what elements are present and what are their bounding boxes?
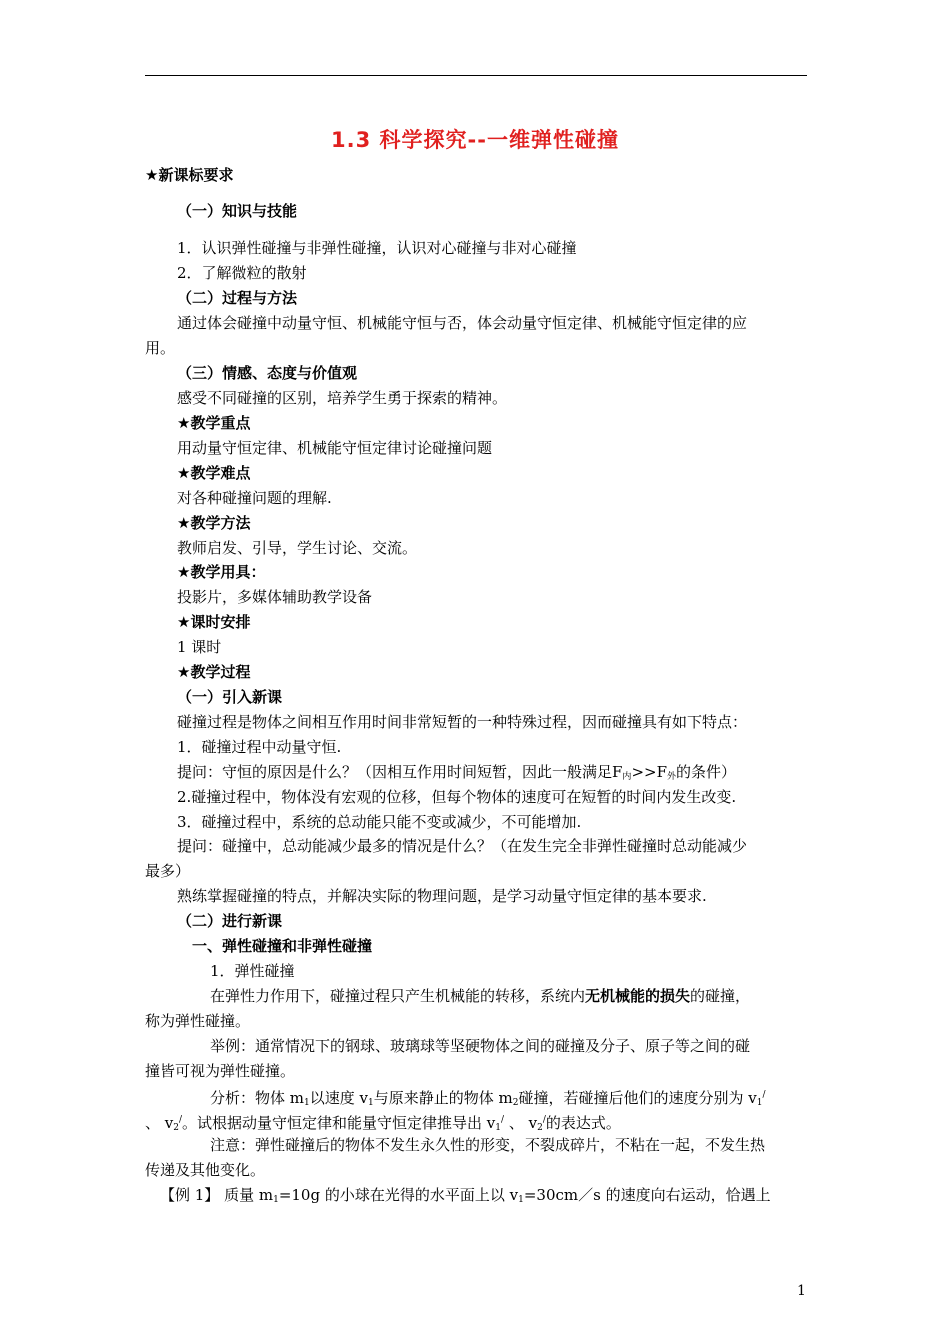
header-rule (145, 75, 807, 76)
subsection-heading: 一、弹性碰撞和非弹性碰撞 (192, 937, 373, 955)
subsection-heading: （一）知识与技能 (177, 202, 298, 220)
paragraph: 注意：弹性碰撞后的物体不发生永久性的形变，不裂成碎片，不粘在一起，不发生热 (210, 1136, 766, 1154)
paragraph: 碰撞过程是物体之间相互作用时间非常短暂的一种特殊过程，因而碰撞具有如下特点： (177, 713, 748, 731)
subsection-heading: （二）进行新课 (177, 912, 283, 930)
subsection-heading: （二）过程与方法 (177, 289, 298, 307)
page-title: 1.3 科学探究--一维弹性碰撞 (331, 128, 619, 152)
subsection-heading: （三）情感、态度与价值观 (177, 364, 358, 382)
paragraph: 1．碰撞过程中动量守恒. (177, 738, 342, 756)
paragraph: 【例 1】 质量 $m_1=10g$ 的小球在光得的水平面上以 $v_1=30cm/s$ 的速度向右运动，恰遇上 (160, 1186, 771, 1205)
paragraph: 在弹性力作用下，碰撞过程只产生机械能的转移，系统内无机械能的损失的碰撞， (210, 987, 751, 1005)
section-heading: ★教学过程 (177, 663, 251, 681)
paragraph: 3．碰撞过程中，系统的总动能只能不变或减少，不可能增加. (177, 813, 582, 831)
paragraph: 举例：通常情况下的钢球、玻璃球等坚硬物体之间的碰撞及分子、原子等之间的碰 (210, 1037, 751, 1055)
page-number: 1 (797, 1283, 806, 1299)
paragraph: 2.碰撞过程中，物体没有宏观的位移，但每个物体的速度可在短暂的时间内发生改变. (177, 788, 737, 806)
paragraph: 传递及其他变化。 (145, 1161, 266, 1179)
paragraph: 分析：物体 $m_1$以速度 $v_1$与原来静止的物体 $m_2$碰撞，若碰撞后他们的速度分别为 $v_1^/$ (210, 1089, 766, 1108)
paragraph: 提问：碰撞中，总动能减少最多的情况是什么？（在发生完全非弹性碰撞时总动能减少 (177, 837, 748, 855)
section-heading: ★课时安排 (177, 613, 251, 631)
section-heading: ★新课标要求 (145, 166, 234, 184)
paragraph: 用。 (145, 339, 176, 357)
paragraph: 用动量守恒定律、机械能守恒定律讨论碰撞问题 (177, 439, 493, 457)
paragraph: 2．了解微粒的散射 (177, 264, 307, 282)
paragraph: 称为弹性碰撞。 (145, 1012, 251, 1030)
paragraph: 1．认识弹性碰撞与非弹性碰撞，认识对心碰撞与非对心碰撞 (177, 239, 577, 257)
section-heading: ★教学方法 (177, 514, 251, 532)
paragraph: 、 $v_2^/$。试根据动量守恒定律和能量守恒定律推导出 $v_1^/$ 、 $v_2^/$的表达式。 (145, 1114, 621, 1133)
section-heading: ★教学难点 (177, 464, 251, 482)
paragraph: 教师启发、引导，学生讨论、交流。 (177, 539, 418, 557)
paragraph: 1 课时 (177, 638, 222, 656)
paragraph: 熟练掌握碰撞的特点，并解决实际的物理问题，是学习动量守恒定律的基本要求. (177, 887, 707, 905)
paragraph: 通过体会碰撞中动量守恒、机械能守恒与否，体会动量守恒定律、机械能守恒定律的应 (177, 314, 748, 332)
paragraph: 投影片，多媒体辅助教学设备 (177, 588, 373, 606)
subsection-heading: （一）引入新课 (177, 688, 283, 706)
paragraph: 提问：守恒的原因是什么？（因相互作用时间短暂，因此一般满足$F_内>>F_外$的条件） (177, 763, 737, 782)
paragraph: 撞皆可视为弹性碰撞。 (145, 1062, 296, 1080)
paragraph: 1．弹性碰撞 (210, 962, 295, 980)
paragraph: 最多） (145, 862, 191, 880)
section-heading: ★教学用具： (177, 563, 266, 581)
paragraph: 感受不同碰撞的区别，培养学生勇于探索的精神。 (177, 389, 508, 407)
section-heading: ★教学重点 (177, 414, 251, 432)
paragraph: 对各种碰撞问题的理解. (177, 489, 332, 507)
